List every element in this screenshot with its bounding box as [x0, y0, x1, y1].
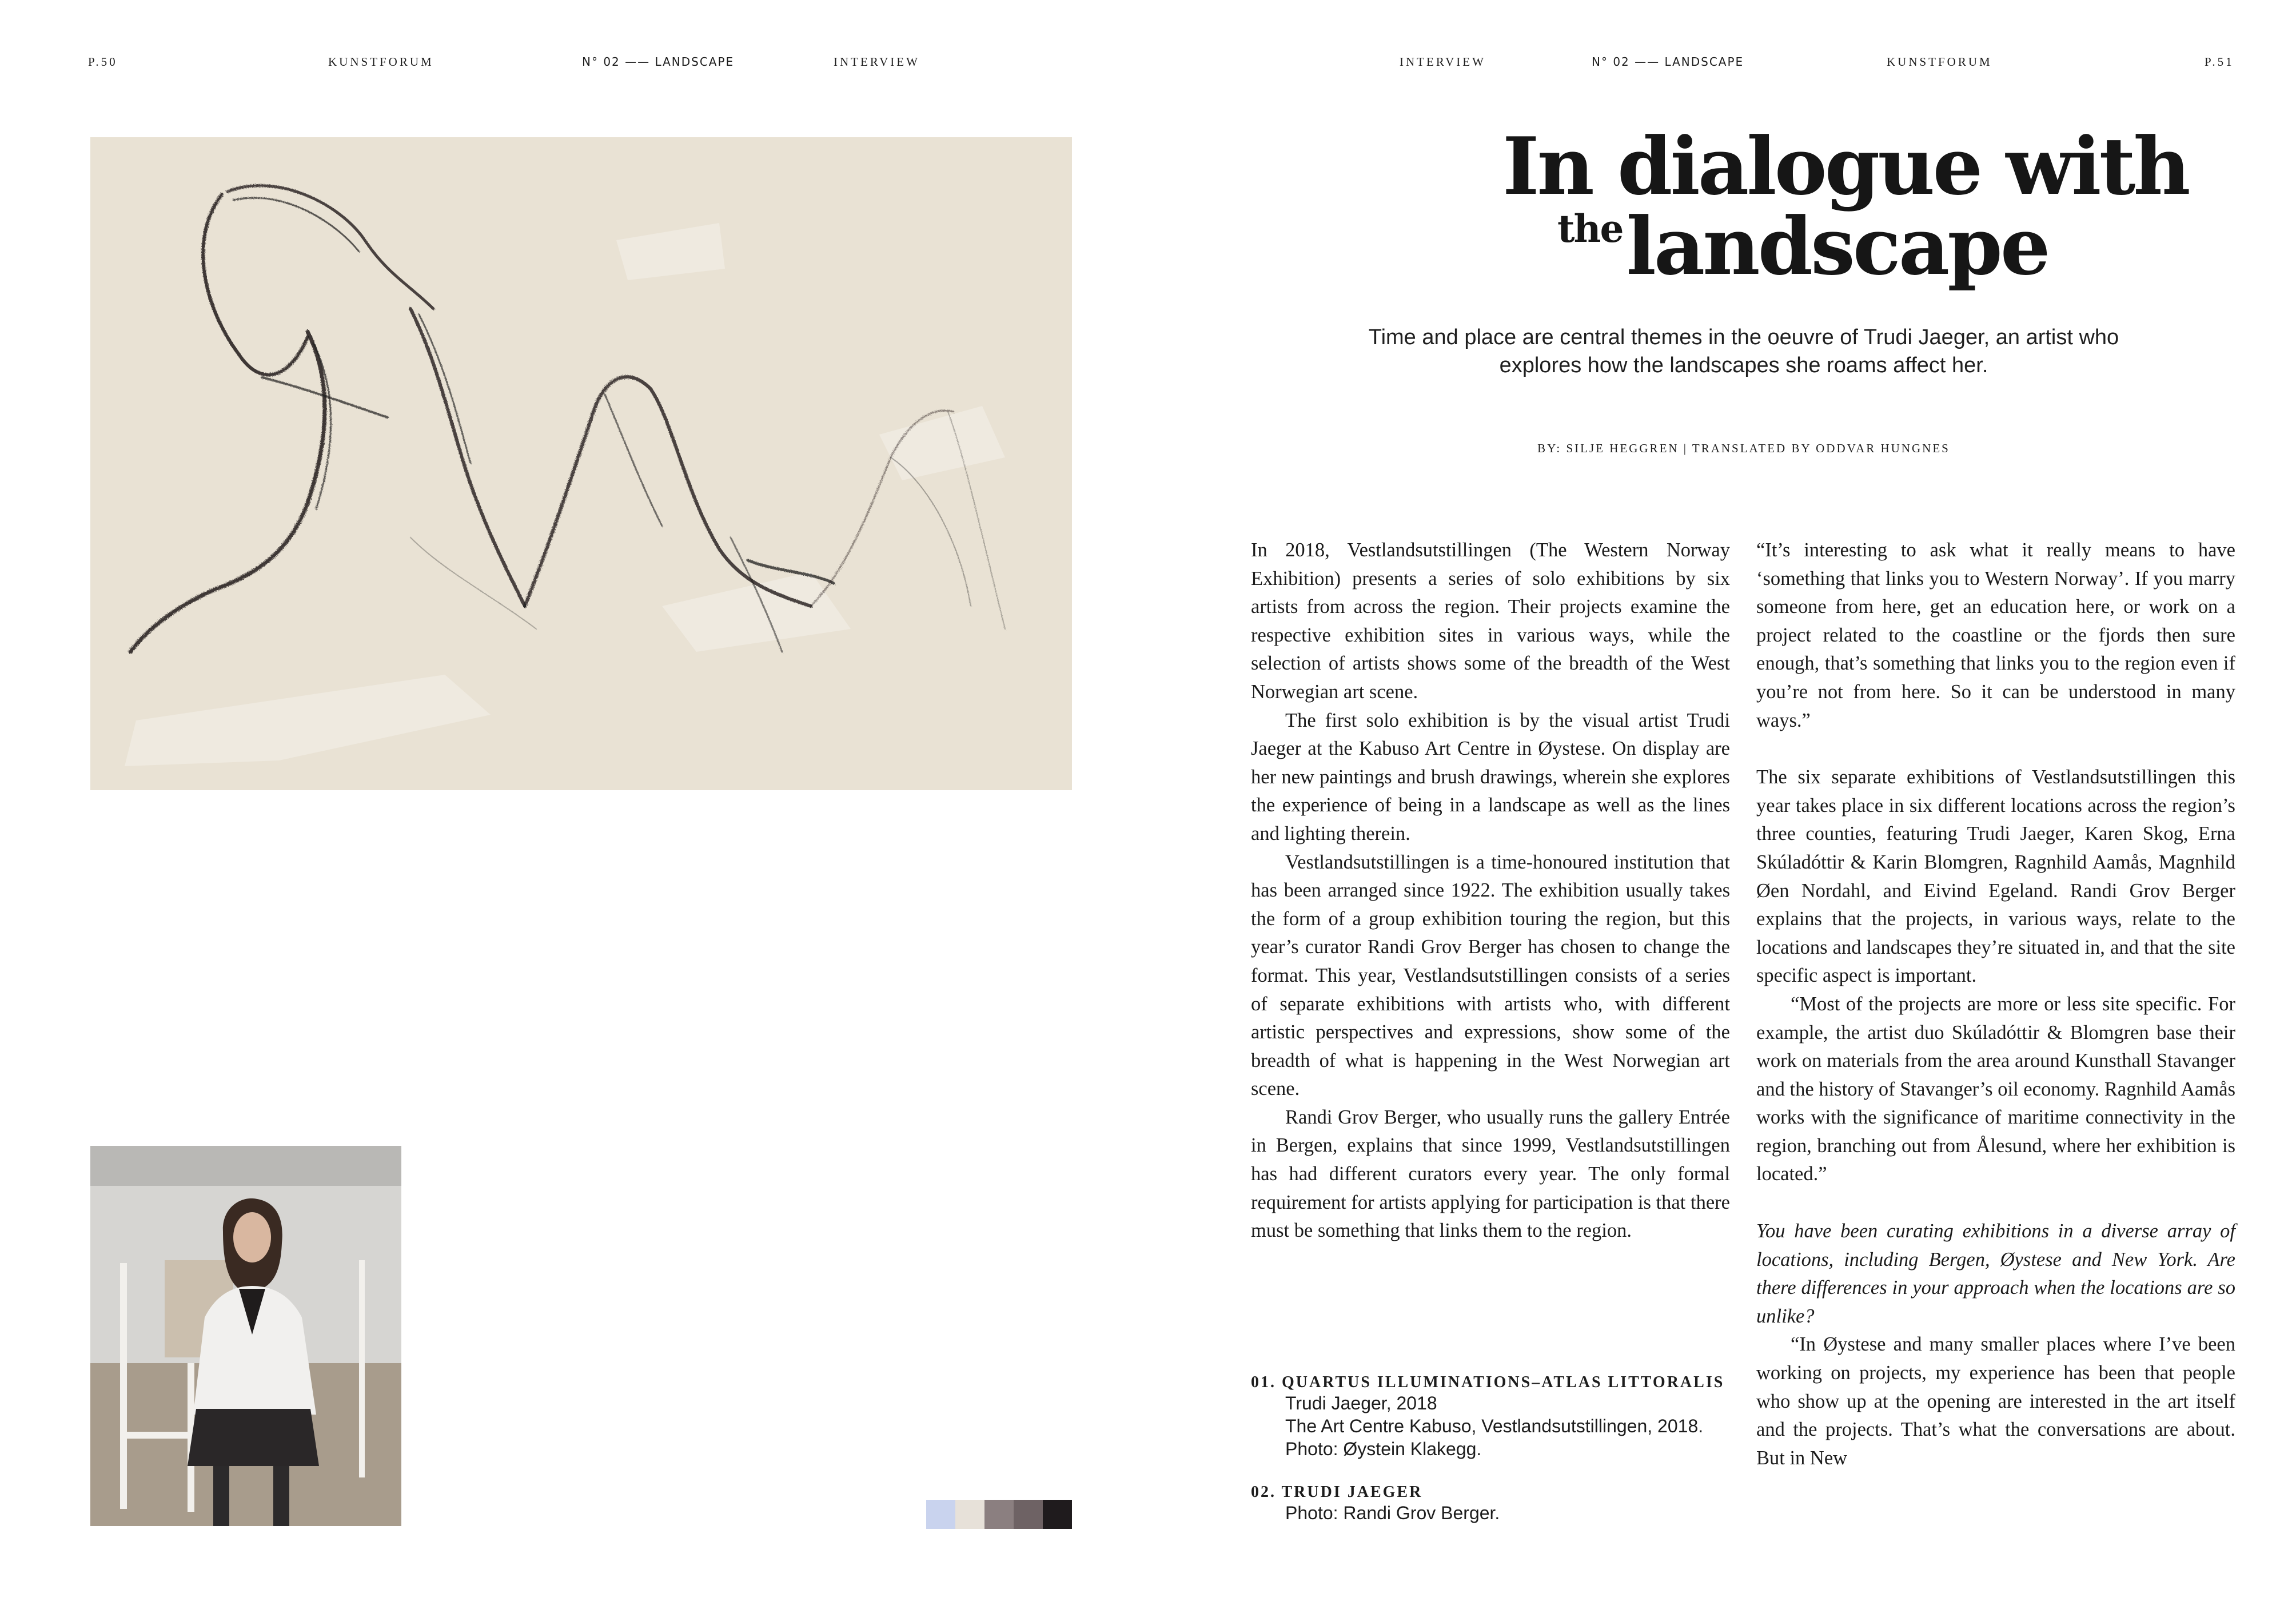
swatch-1 [926, 1500, 955, 1529]
caption-heading: 01. QUARTUS ILLUMINATIONS–ATLAS LITTORALIS [1251, 1373, 1725, 1391]
paragraph: The first solo exhibition is by the visual artist Trudi Jaeger at the Kabuso Art Centre in Øystese. On display are her new paintings and brush drawings, wherein she explores the experience of being in a landscape as well as the lines and lighting therein. [1251, 709, 1730, 845]
section-label-right: INTERVIEW [1400, 55, 1486, 69]
caption-heading: 02. TRUDI JAEGER [1251, 1483, 1423, 1501]
title-word-the: the [1557, 206, 1623, 251]
interview-question: You have been curating exhibitions in a diverse array of locations, including Bergen, Øystese and New York. Are there differences in your approach when the locations are so unlike? [1756, 1220, 2235, 1327]
swatch-4 [1014, 1500, 1043, 1529]
caption-line: Photo: Øystein Klakegg. [1285, 1439, 1482, 1459]
magazine-name-right: KUNSTFORUM [1887, 55, 1992, 69]
brush-stroke-painting [90, 137, 1072, 790]
swatch-3 [984, 1500, 1014, 1529]
paragraph: The six separate exhibitions of Vestlandsutstillingen this year takes place in six different locations across the region’s three counties, featuring Trudi Jaeger, Karen Skog, Erna Skúladóttir & Karin Blomgren, Ragnhild Aamås, Magnhild Øen Nordahl, and Eivind Egeland. Randi Grov Berger explains that the projects, in various ways, relate to the locations and landscapes they’re situated in, and that the site specific aspect is important. [1756, 766, 2235, 987]
title-line-2 [1557, 200, 2189, 293]
section-label-left: INTERVIEW [834, 55, 920, 69]
artwork-photo [90, 137, 1072, 790]
paragraph-answer: “In Øystese and many smaller places where I’ve been working on projects, my experience has been that people who show up at the opening are interested in the art itself and the projects. That’s what the conversations are about. But in New [1756, 1333, 2235, 1469]
issue-label-left: N° 02 —— LANDSCAPE [582, 55, 735, 69]
magazine-name-left: KUNSTFORUM [328, 55, 434, 69]
caption-line: Photo: Randi Grov Berger. [1285, 1503, 1500, 1523]
page-number-left: P.50 [88, 55, 118, 69]
paragraph: Randi Grov Berger, who usually runs the gallery Entrée in Bergen, explains that since 1999, Vestlandsutstillingen has had different curators every year. The only formal requirement for artists applying for participation is that there must be something that links them to the region. [1251, 1106, 1730, 1242]
color-swatches [926, 1500, 1072, 1529]
paragraph: In 2018, Vestlandsutstillingen (The Western Norway Exhibition) presents a series of solo exhibitions by six artists from across the region. Their projects examine the respective exhibition sites in various ways, while the selection of artists shows some of the breadth of the West Norwegian art scene. [1251, 539, 1730, 703]
body-column-2 [1756, 536, 2235, 1472]
artist-portrait-photo [90, 1146, 401, 1526]
article-title [1502, 120, 2189, 293]
title-line-1: In dialogue with [1502, 120, 2189, 213]
paragraph: Vestlandsutstillingen is a time-honoured institution that has been arranged since 1922. The exhibition usually takes the form of a group exhibition touring the region, but this year’s curator Randi Grov Berger has chosen to change the format. This year, Vestlandsutstillingen consists of a series of separate exhibitions with artists who, with different artistic perspectives and expressions, show some of the breadth of what is happening in the West Norwegian art scene. [1251, 851, 1730, 1100]
page-number-right: P.51 [2205, 55, 2234, 69]
caption-02 [1251, 1483, 1754, 1524]
swatch-2 [955, 1500, 984, 1529]
swatch-5 [1043, 1500, 1072, 1529]
caption-01 [1251, 1373, 1754, 1460]
caption-line: Trudi Jaeger, 2018 [1285, 1393, 1437, 1413]
issue-label-right: N° 02 —— LANDSCAPE [1592, 55, 1744, 69]
article-byline: BY: SILJE HEGGREN | TRANSLATED BY ODDVAR HUNGNES [1537, 441, 1950, 455]
paragraph-quote: “It’s interesting to ask what it really means to have ‘something that links you to Western Norway’. If you marry someone from here, get an education here, or work on a project related to the coastline or the fjords then sure enough, that’s something that links you to the region even if you’re not from here. So it can be understood in many ways.” [1756, 539, 2235, 731]
body-column-1 [1251, 536, 1730, 1245]
paragraph-quote: “Most of the projects are more or less site specific. For example, the artist duo Skúladóttir & Blomgren base their work on materials from the area around Kunsthall Stavanger and the history of Stavanger’s oil economy. Ragnhild Aamås works with the significance of maritime connectivity in the region, branching out from Ålesund, where her exhibition is located.” [1756, 993, 2235, 1185]
title-word-landscape: landscape [1626, 200, 2048, 293]
image-captions [1251, 1373, 1754, 1547]
caption-line: The Art Centre Kabuso, Vestlandsutstillingen, 2018. [1285, 1416, 1704, 1436]
article-deck: Time and place are central themes in the oeuvre of Trudi Jaeger, an artist who explores how the landscapes she roams affect her. [1368, 325, 2119, 378]
portrait-illustration [90, 1146, 401, 1526]
